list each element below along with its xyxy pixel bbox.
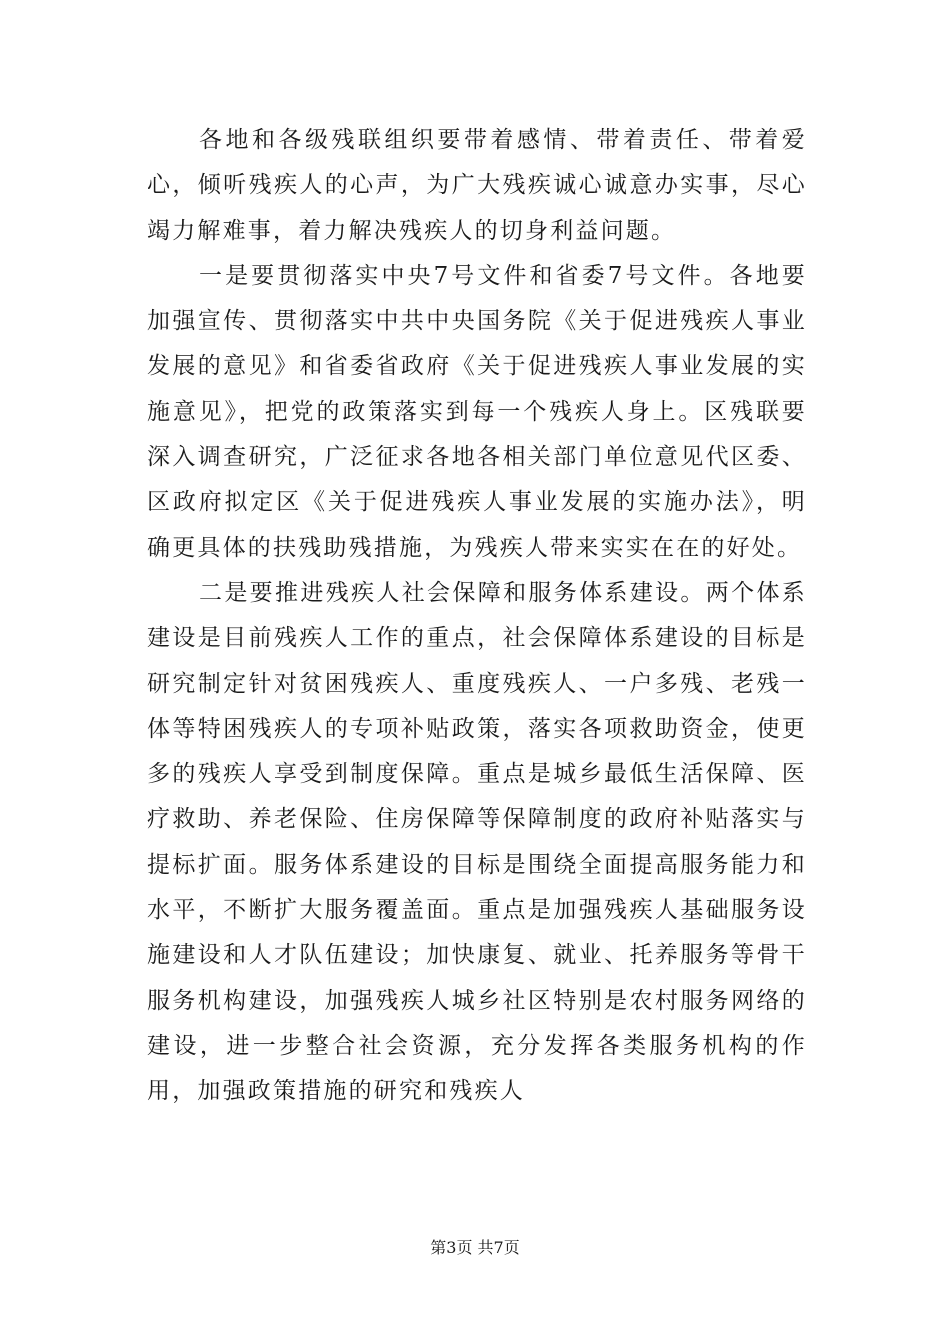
paragraph-point-one: 一是要贯彻落实中央7号文件和省委7号文件。各地要加强宣传、贯彻落实中共中央国务院《关于促进残疾人事业发展的意见》和省委省政府《关于促进残疾人事业发展的实施意见》，把党的政策落实到每一个残疾人身上。区残联要深入调查研究，广泛征求各地各相关部门单位意见代区委、区政府拟定区《关于促进残疾人事业发展的实施办法》，明确更具体的扶残助残措施，为残疾人带来实实在在的好处。 <box>147 262 807 561</box>
paragraph-intro: 各地和各级残联组织要带着感情、带着责任、带着爱心，倾听残疾人的心声，为广大残疾诚心诚意办实事，尽心竭力解难事，着力解决残疾人的切身利益问题。 <box>147 127 807 244</box>
page-number-footer: 第3页 共7页 <box>430 1238 520 1257</box>
paragraph-point-two: 二是要推进残疾人社会保障和服务体系建设。两个体系建设是目前残疾人工作的重点，社会保障体系建设的目标是研究制定针对贫困残疾人、重度残疾人、一户多残、老残一体等特困残疾人的专项补贴政策，落实各项救助资金，使更多的残疾人享受到制度保障。重点是城乡最低生活保障、医疗救助、养老保险、住房保障等保障制度的政府补贴落实与提标扩面。服务体系建设的目标是围绕全面提高服务能力和水平，不断扩大服务覆盖面。重点是加强残疾人基础服务设施建设和人才队伍建设；加快康复、就业、托养服务等骨干服务机构建设，加强残疾人城乡社区特别是农村服务网络的建设，进一步整合社会资源，充分发挥各类服务机构的作用，加强政策措施的研究和残疾人 <box>147 579 807 1105</box>
document-body <box>147 118 807 1115</box>
